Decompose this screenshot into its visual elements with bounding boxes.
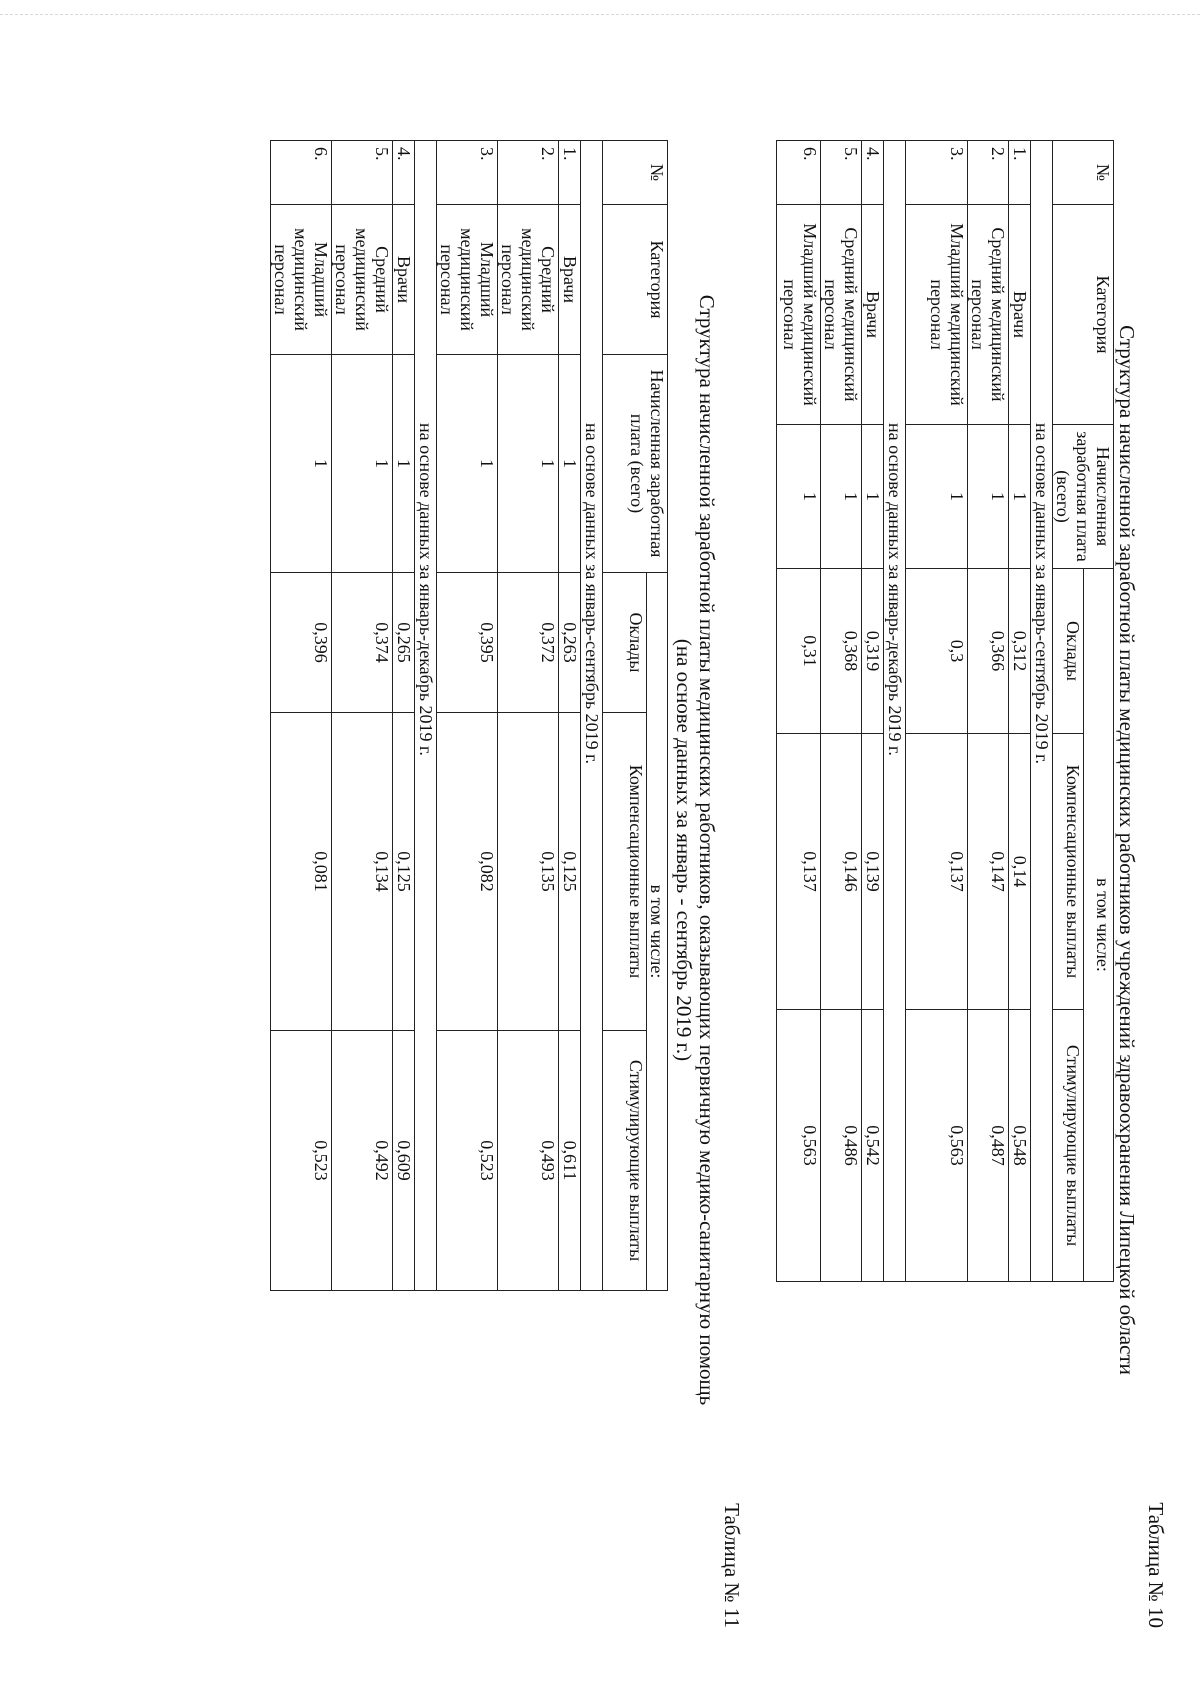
- table-header-row: [647, 141, 668, 1291]
- table-row: [271, 141, 332, 1291]
- row-stim: 0,542: [862, 1010, 884, 1282]
- header-num: №: [1053, 141, 1114, 205]
- row-comp: 0,14: [1009, 734, 1031, 1010]
- row-salary: 0,396: [271, 573, 332, 713]
- section-label: на основе данных за январь-сентябрь 2019 г.: [1031, 141, 1053, 1282]
- row-num: 1.: [1009, 141, 1031, 205]
- header-salary: Оклады: [1053, 569, 1084, 734]
- header-stim: Стимулирующие выплаты: [1053, 1010, 1084, 1282]
- row-total: 1: [393, 355, 415, 573]
- row-stim: 0,523: [437, 1031, 498, 1291]
- row-total: 1: [821, 425, 862, 569]
- header-salary: Оклады: [603, 573, 647, 713]
- section-row: [415, 141, 437, 1291]
- row-salary: 0,265: [393, 573, 415, 713]
- section-label: на основе данных за январь-сентябрь 2019 г.: [581, 141, 603, 1291]
- header-category: Категория: [1053, 205, 1114, 425]
- row-comp: 0,137: [777, 734, 821, 1010]
- row-num: 6.: [271, 141, 332, 205]
- row-salary: 0,31: [777, 569, 821, 734]
- row-total: 1: [1009, 425, 1031, 569]
- row-comp: 0,125: [559, 713, 581, 1031]
- row-category: Средний медицинский персонал: [821, 205, 862, 425]
- row-salary: 0,372: [498, 573, 559, 713]
- row-stim: 0,523: [271, 1031, 332, 1291]
- row-num: 3.: [437, 141, 498, 205]
- page-top-border: [0, 14, 1200, 15]
- section-label: на основе данных за январь-декабрь 2019 г.: [884, 141, 906, 1282]
- row-comp: 0,081: [271, 713, 332, 1031]
- row-num: 2.: [498, 141, 559, 205]
- header-stim: Стимулирующие выплаты: [603, 1031, 647, 1291]
- row-total: 1: [777, 425, 821, 569]
- table-10-number: Таблица № 10: [1144, 1502, 1168, 1628]
- row-total: 1: [559, 355, 581, 573]
- row-stim: 0,548: [1009, 1010, 1031, 1282]
- table-row: [498, 141, 559, 1291]
- row-comp: 0,125: [393, 713, 415, 1031]
- row-category: Врачи: [862, 205, 884, 425]
- table-row: [332, 141, 393, 1291]
- row-stim: 0,609: [393, 1031, 415, 1291]
- row-total: 1: [968, 425, 1009, 569]
- table-11-title: Структура начисленной заработной платы медицинских работников, оказывающих первичную медико-санитарную помощь: [695, 294, 719, 1406]
- table-row: [1009, 141, 1031, 1282]
- section-label: на основе данных за январь-декабрь 2019 г.: [415, 141, 437, 1291]
- row-stim: 0,487: [968, 1010, 1009, 1282]
- table-11-block: [270, 60, 746, 1640]
- row-comp: 0,137: [906, 734, 968, 1010]
- table-11-number: Таблица № 11: [720, 1503, 744, 1628]
- row-salary: 0,312: [1009, 569, 1031, 734]
- header-category: Категория: [603, 205, 668, 355]
- header-total: Начисленная заработная плата (всего): [603, 355, 668, 573]
- row-num: 5.: [821, 141, 862, 205]
- row-comp: 0,134: [332, 713, 393, 1031]
- table-row: [559, 141, 581, 1291]
- row-num: 4.: [393, 141, 415, 205]
- section-row: [581, 141, 603, 1291]
- row-total: 1: [437, 355, 498, 573]
- header-num: №: [603, 141, 668, 205]
- table-header-row: [1084, 141, 1114, 1282]
- table-row: [777, 141, 821, 1282]
- header-comp: Компенсационные выплаты: [603, 713, 647, 1031]
- row-stim: 0,492: [332, 1031, 393, 1291]
- row-category: Средний медицинский персонал: [498, 205, 559, 355]
- row-salary: 0,395: [437, 573, 498, 713]
- row-stim: 0,611: [559, 1031, 581, 1291]
- table-row: [906, 141, 968, 1282]
- table-row: [393, 141, 415, 1291]
- row-category: Младший медицинский персонал: [906, 205, 968, 425]
- row-comp: 0,147: [968, 734, 1009, 1010]
- row-total: 1: [906, 425, 968, 569]
- row-num: 2.: [968, 141, 1009, 205]
- table-10-block: [776, 60, 1170, 1640]
- table-11-subtitle: (на основе данных за январь - сентябрь 2019 г.): [672, 638, 696, 1062]
- header-total: Начисленная заработная плата (всего): [1053, 425, 1114, 569]
- row-num: 5.: [332, 141, 393, 205]
- row-salary: 0,374: [332, 573, 393, 713]
- table-10-title: Структура начисленной заработной платы медицинских работников учреждений здравоохранения Липецкой области: [1115, 325, 1139, 1375]
- table-11: [270, 140, 668, 1291]
- row-total: 1: [498, 355, 559, 573]
- section-row: [884, 141, 906, 1282]
- row-total: 1: [862, 425, 884, 569]
- row-stim: 0,563: [777, 1010, 821, 1282]
- row-stim: 0,563: [906, 1010, 968, 1282]
- row-comp: 0,139: [862, 734, 884, 1010]
- row-category: Младший медицинский персонал: [777, 205, 821, 425]
- row-salary: 0,263: [559, 573, 581, 713]
- row-total: 1: [271, 355, 332, 573]
- table-row: [821, 141, 862, 1282]
- header-including: в том числе:: [647, 573, 668, 1291]
- row-salary: 0,3: [906, 569, 968, 734]
- row-category: Врачи: [559, 205, 581, 355]
- row-stim: 0,493: [498, 1031, 559, 1291]
- row-total: 1: [332, 355, 393, 573]
- row-category: Средний медицинский персонал: [968, 205, 1009, 425]
- row-stim: 0,486: [821, 1010, 862, 1282]
- row-category: Младший медицинский персонал: [437, 205, 498, 355]
- table-row: [968, 141, 1009, 1282]
- row-category: Младший медицинский персонал: [271, 205, 332, 355]
- rotated-page-content: [270, 60, 1170, 1640]
- table-10: [776, 140, 1114, 1282]
- row-comp: 0,146: [821, 734, 862, 1010]
- row-num: 1.: [559, 141, 581, 205]
- row-salary: 0,366: [968, 569, 1009, 734]
- row-num: 4.: [862, 141, 884, 205]
- table-row: [862, 141, 884, 1282]
- row-num: 3.: [906, 141, 968, 205]
- table-row: [437, 141, 498, 1291]
- row-category: Средний медицинский персонал: [332, 205, 393, 355]
- row-num: 6.: [777, 141, 821, 205]
- row-category: Врачи: [1009, 205, 1031, 425]
- row-comp: 0,135: [498, 713, 559, 1031]
- section-row: [1031, 141, 1053, 1282]
- row-comp: 0,082: [437, 713, 498, 1031]
- header-including: в том числе:: [1084, 569, 1114, 1282]
- row-salary: 0,368: [821, 569, 862, 734]
- row-category: Врачи: [393, 205, 415, 355]
- header-comp: Компенсационные выплаты: [1053, 734, 1084, 1010]
- row-salary: 0,319: [862, 569, 884, 734]
